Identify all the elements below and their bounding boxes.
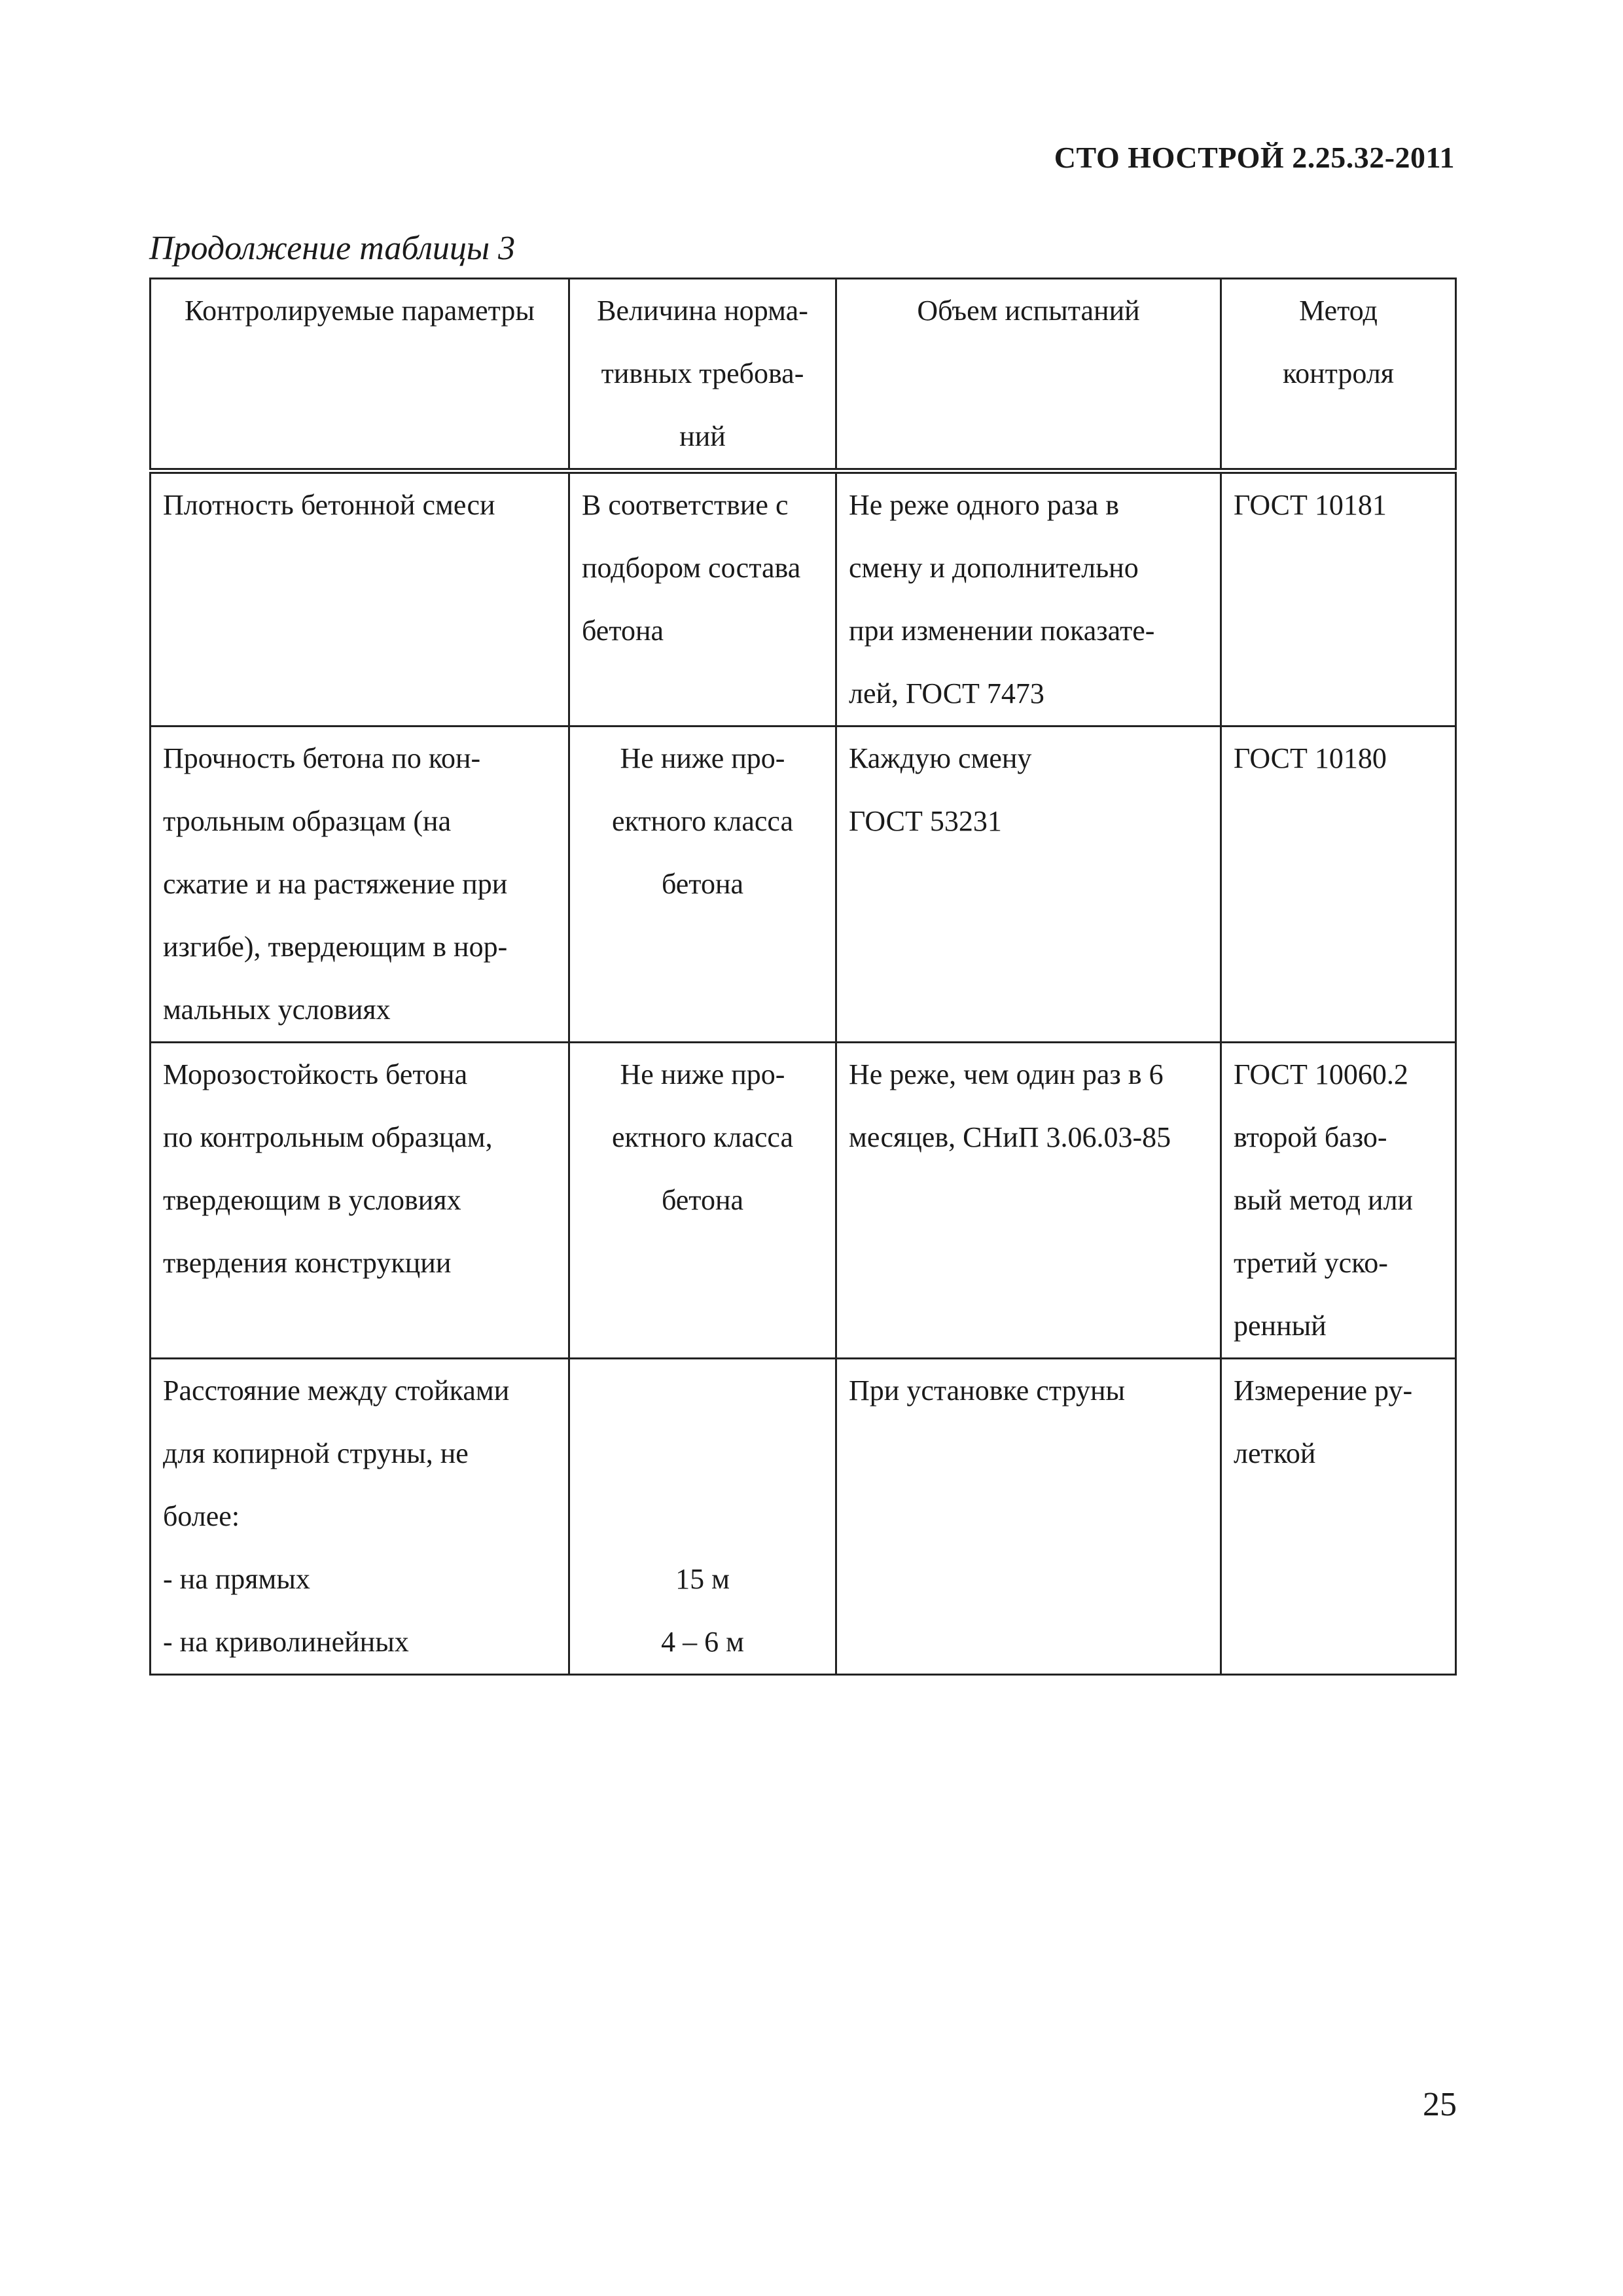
cell-line: контроля <box>1282 357 1395 389</box>
cell-line: ГОСТ 10181 <box>1234 489 1387 521</box>
cell-line: изгибе), твердеющим в нор- <box>163 931 508 963</box>
cell-line: смену и дополнительно <box>849 552 1139 584</box>
cell-line: Расстояние между стойками <box>163 1374 510 1407</box>
cell-line: Измерение ру- <box>1234 1374 1413 1407</box>
cell-line: Каждую смену <box>849 742 1032 774</box>
cell-line <box>582 1359 823 1422</box>
header-cell-required-value <box>569 279 836 471</box>
cell-line: Морозостойкость бетона <box>163 1058 468 1090</box>
header-row <box>151 279 1456 471</box>
cell-line: второй базо- <box>1234 1121 1387 1153</box>
cell-test-volume <box>836 1359 1221 1675</box>
cell-test-volume <box>836 471 1221 726</box>
cell-control-method <box>1221 471 1456 726</box>
table-row <box>151 1359 1456 1675</box>
cell-line: Не ниже про- <box>620 742 785 774</box>
cell-line: Не реже одного раза в <box>849 489 1120 521</box>
cell-line: Не реже, чем один раз в 6 <box>849 1058 1164 1090</box>
cell-control-method <box>1221 726 1456 1043</box>
cell-control-method <box>1221 1359 1456 1675</box>
table-row <box>151 471 1456 726</box>
cell-test-volume <box>836 726 1221 1043</box>
cell-line: 15 м <box>675 1563 730 1595</box>
table-caption: Продолжение таблицы 3 <box>149 230 516 267</box>
cell-line: трольным образцам (на <box>163 805 452 837</box>
cell-line: Плотность бетонной смеси <box>163 489 495 521</box>
cell-line: ний <box>679 420 726 452</box>
table-body <box>151 471 1456 1675</box>
cell-line: месяцев, СНиП 3.06.03-85 <box>849 1121 1171 1153</box>
cell-line: твердеющим в условиях <box>163 1184 461 1216</box>
cell-line: при изменении показате- <box>849 615 1155 647</box>
cell-line: вый метод или <box>1234 1184 1414 1216</box>
header-cell-parameters <box>151 279 569 471</box>
cell-line: леткой <box>1234 1437 1316 1469</box>
page-number: 25 <box>1423 2086 1457 2123</box>
cell-line: - на прямых <box>163 1563 310 1595</box>
cell-line: более: <box>163 1500 240 1532</box>
cell-line: для копирной струны, не <box>163 1437 469 1469</box>
table-row <box>151 726 1456 1043</box>
cell-line: 4 – 6 м <box>661 1626 744 1658</box>
cell-line: Не ниже про- <box>620 1058 785 1090</box>
cell-required-value <box>569 726 836 1043</box>
header-cell-control-method <box>1221 279 1456 471</box>
cell-required-value <box>569 1043 836 1359</box>
cell-line: третий уско- <box>1234 1247 1388 1279</box>
cell-line: Объем испытаний <box>917 295 1140 327</box>
table-header <box>151 279 1456 471</box>
cell-control-method <box>1221 1043 1456 1359</box>
cell-line: Контролируемые параметры <box>184 295 535 327</box>
cell-line: лей, ГОСТ 7473 <box>849 677 1044 709</box>
requirements-table <box>149 278 1457 1676</box>
cell-line: ренный <box>1234 1310 1327 1342</box>
header-cell-test-volume <box>836 279 1221 471</box>
cell-line: ГОСТ 53231 <box>849 805 1002 837</box>
cell-test-volume <box>836 1043 1221 1359</box>
cell-line: твердения конструкции <box>163 1247 452 1279</box>
cell-line: подбором состава <box>582 552 801 584</box>
cell-line: сжатие и на растяжение при <box>163 868 508 900</box>
cell-line: ектного класса <box>611 805 794 837</box>
table-row <box>151 1043 1456 1359</box>
cell-line: В соответствие с <box>582 489 789 521</box>
cell-line: Метод <box>1299 295 1378 327</box>
cell-line: ГОСТ 10180 <box>1234 742 1387 774</box>
cell-line <box>582 1422 823 1485</box>
cell-line: мальных условиях <box>163 994 391 1026</box>
cell-line: Прочность бетона по кон- <box>163 742 481 774</box>
cell-parameter <box>151 1359 569 1675</box>
cell-line: - на криволинейных <box>163 1626 409 1658</box>
cell-line: ектного класса <box>611 1121 794 1153</box>
cell-parameter <box>151 1043 569 1359</box>
cell-parameter <box>151 726 569 1043</box>
cell-line: ГОСТ 10060.2 <box>1234 1058 1408 1090</box>
cell-line: бетона <box>582 615 664 647</box>
cell-line: тивных требова- <box>601 357 804 389</box>
cell-required-value <box>569 471 836 726</box>
cell-line: по контрольным образцам, <box>163 1121 493 1153</box>
cell-line: бетона <box>661 868 744 900</box>
cell-required-value <box>569 1359 836 1675</box>
cell-parameter <box>151 471 569 726</box>
cell-line: бетона <box>661 1184 744 1216</box>
cell-line <box>582 1485 823 1548</box>
cell-line: Величина норма- <box>597 295 808 327</box>
cell-line: При установке струны <box>849 1374 1126 1407</box>
document-code: СТО НОСТРОЙ 2.25.32-2011 <box>1054 141 1455 174</box>
